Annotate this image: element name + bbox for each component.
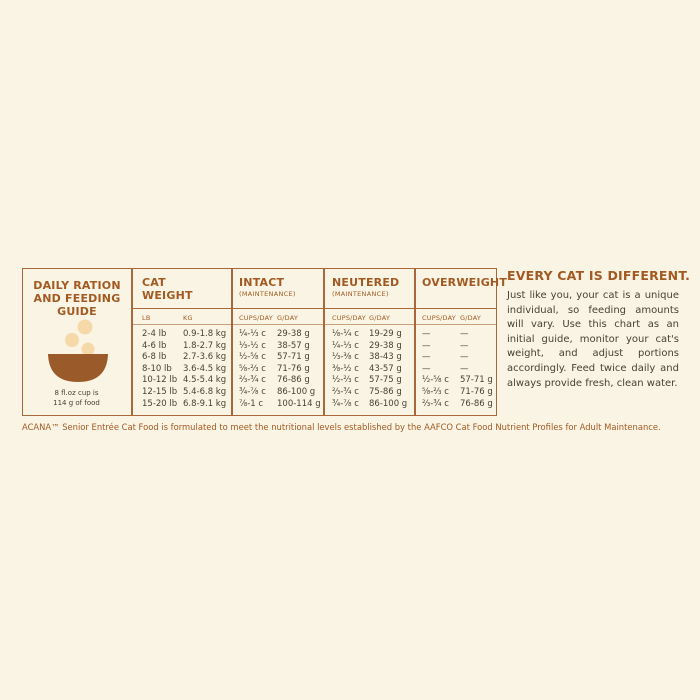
intact-cups-column (239, 329, 266, 410)
divider (323, 269, 325, 415)
table-cell: 4-6 lb (142, 340, 167, 351)
lb-column (142, 329, 177, 410)
neutered-subtitle: (MAINTENANCE) (332, 290, 389, 298)
table-cell: 15-20 lb (142, 398, 178, 409)
table-cell: 29-38 g (369, 340, 402, 351)
table-cell: 5.4-6.8 kg (183, 386, 227, 397)
table-cell: ⅜-½ c (332, 363, 359, 374)
table-cell: ⅝-⅔ c (239, 363, 266, 374)
table-cell: ¼-⅓ c (332, 340, 359, 351)
column-header-g: G/DAY (277, 314, 299, 322)
table-cell: 6-8 lb (142, 352, 167, 363)
table-cell: 86-100 g (369, 398, 408, 409)
table-cell: ½-⅝ c (239, 352, 266, 363)
table-cell: — (422, 363, 431, 374)
table-cell: — (460, 329, 469, 339)
column-header-kg: KG (183, 314, 193, 322)
overweight-header: OVERWEIGHT (422, 276, 508, 289)
title-line: AND FEEDING GUIDE (33, 292, 121, 318)
column-header-g: G/DAY (460, 314, 482, 322)
table-cell: ⅔-¾ c (422, 398, 449, 409)
header-line: WEIGHT (142, 289, 193, 302)
table-cell: 71-76 g (277, 363, 310, 374)
table-cell: 76-86 g (277, 375, 310, 386)
table-cell: — (460, 340, 469, 351)
column-header-cups: CUPS/DAY (422, 314, 456, 322)
header-line: CAT (142, 276, 166, 289)
table-cell: 57-75 g (369, 375, 402, 386)
overweight-g-column (460, 329, 493, 410)
divider (414, 269, 416, 415)
table-cell: ⅔-¾ c (239, 375, 266, 386)
column-header-lb: LB (142, 314, 151, 322)
cat-weight-header (142, 276, 193, 302)
caption-line: 8 fl.oz cup is (54, 389, 99, 397)
header-divider (132, 308, 496, 309)
feeding-guide-table (22, 268, 508, 416)
table-cell: 86-100 g (277, 386, 316, 397)
table-cell: ⅛-¼ c (332, 329, 359, 339)
table-cell: 100-114 g (277, 398, 321, 409)
table-cell: 0.9-1.8 kg (183, 329, 227, 339)
table-cell: 57-71 g (460, 375, 493, 386)
divider (231, 269, 233, 415)
table-cell: 71-76 g (460, 386, 493, 397)
table-cell: ¾-⅞ c (239, 386, 266, 397)
intact-subtitle: (MAINTENANCE) (239, 290, 296, 298)
column-header-g: G/DAY (369, 314, 391, 322)
table-cell: 57-71 g (277, 352, 310, 363)
table-cell: 75-86 g (369, 386, 402, 397)
table-cell: — (422, 352, 431, 363)
kg-column (183, 329, 226, 410)
table-cell: ½-⅝ c (422, 375, 449, 386)
table-cell: ⅝-⅔ c (422, 386, 449, 397)
overweight-cups-column (422, 329, 449, 410)
table-cell: 8-10 lb (142, 363, 172, 374)
table-cell: 2.7-3.6 kg (183, 352, 227, 363)
table-cell: 43-57 g (369, 363, 402, 374)
divider (131, 269, 133, 415)
subheader-divider (132, 324, 496, 325)
food-bowl-icon (45, 316, 111, 384)
table-cell: 76-86 g (460, 398, 493, 409)
neutered-g-column (369, 329, 407, 410)
table-cell: — (422, 329, 431, 339)
table-cell: ⅞-1 c (239, 398, 264, 409)
table-cell: 38-57 g (277, 340, 310, 351)
intact-header: INTACT (239, 276, 285, 289)
daily-ration-title (23, 279, 131, 318)
table-cell: — (460, 363, 469, 374)
table-cell: 38-43 g (369, 352, 402, 363)
neutered-cups-column (332, 329, 359, 410)
side-title: EVERY CAT IS DIFFERENT. (507, 268, 691, 283)
table-cell: 6.8-9.1 kg (183, 398, 227, 409)
table-cell: ⅓-½ c (239, 340, 266, 351)
table-cell: ½-⅔ c (332, 375, 359, 386)
table-cell: 1.8-2.7 kg (183, 340, 227, 351)
table-cell: — (460, 352, 469, 363)
caption-line: 114 g of food (53, 399, 100, 407)
table-cell: 3.6-4.5 kg (183, 363, 227, 374)
table-cell: ¾-⅞ c (332, 398, 359, 409)
cup-caption (23, 388, 130, 408)
table-cell: 19-29 g (369, 329, 402, 339)
table-cell: 12-15 lb (142, 386, 178, 397)
table-cell: 4.5-5.4 kg (183, 375, 227, 386)
table-cell: ¼-⅓ c (239, 329, 266, 339)
title-line: DAILY RATION (33, 279, 121, 292)
table-cell: — (422, 340, 431, 351)
intact-g-column (277, 329, 321, 410)
aafco-footnote: ACANA™ Senior Entrée Cat Food is formulated to meet the nutritional levels established by the AAFCO Cat Food Nutrient Profiles for Adult Maintenance. (22, 422, 661, 432)
table-cell: ⅔-¾ c (332, 386, 359, 397)
table-cell: 10-12 lb (142, 375, 178, 386)
table-cell: 2-4 lb (142, 329, 167, 339)
column-header-cups: CUPS/DAY (332, 314, 366, 322)
side-body: Just like you, your cat is a unique individual, so feeding amounts will vary. Use this chart as an initial guide, monitor your cat's weight, and adjust portions accordingly. Feed twice daily and always provide fresh, clean water. (507, 290, 679, 389)
table-cell: 29-38 g (277, 329, 310, 339)
neutered-header: NEUTERED (332, 276, 400, 289)
column-header-cups: CUPS/DAY (239, 314, 273, 322)
table-cell: ⅓-⅜ c (332, 352, 359, 363)
